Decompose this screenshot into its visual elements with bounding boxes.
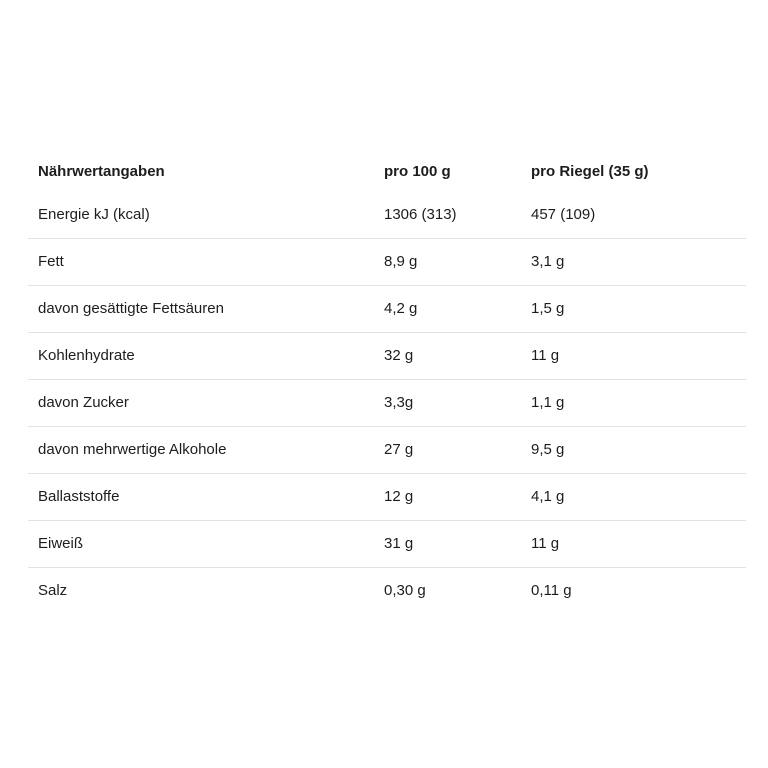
value-per-riegel: 3,1 g [531,253,565,270]
table-row [28,473,746,520]
value-per-riegel: 0,11 g [531,582,572,599]
value-per-riegel: 1,1 g [531,394,565,411]
nutrient-name: Energie kJ (kcal) [38,206,150,223]
value-per-riegel: 11 g [531,347,560,364]
table-row [28,238,746,285]
nutrient-name: davon Zucker [38,394,129,411]
table-row [28,520,746,567]
value-per-100g: 3,3g [384,394,414,411]
table-row [28,426,746,473]
value-per-100g: 31 g [384,535,414,552]
header-per-100g: pro 100 g [384,163,451,180]
table-row [28,192,746,238]
nutrient-name: Eiweiß [38,535,84,552]
value-per-riegel: 1,5 g [531,300,565,317]
header-per-riegel: pro Riegel (35 g) [531,163,649,180]
value-per-100g: 8,9 g [384,253,418,270]
table-row [28,379,746,426]
header-nutrition-label: Nährwertangaben [38,163,165,180]
nutrition-table-header-row [28,152,746,192]
nutrient-name: davon gesättigte Fettsäuren [38,300,224,317]
nutrient-name: Kohlenhydrate [38,347,135,364]
nutrient-name: Ballaststoffe [38,488,120,505]
table-row [28,567,746,614]
value-per-riegel: 4,1 g [531,488,565,505]
value-per-100g: 12 g [384,488,414,505]
nutrient-name: Salz [38,582,68,599]
nutrient-name: Fett [38,253,64,270]
table-row [28,332,746,379]
value-per-100g: 32 g [384,347,414,364]
nutrient-name: davon mehrwertige Alkohole [38,441,227,458]
value-per-riegel: 9,5 g [531,441,565,458]
value-per-riegel: 457 (109) [531,206,596,223]
table-body [28,192,746,614]
table-row [28,285,746,332]
value-per-100g: 4,2 g [384,300,418,317]
value-per-100g: 27 g [384,441,414,458]
value-per-100g: 0,30 g [384,582,426,599]
nutrition-table [28,152,746,614]
value-per-riegel: 11 g [531,535,560,552]
value-per-100g: 1306 (313) [384,206,457,223]
